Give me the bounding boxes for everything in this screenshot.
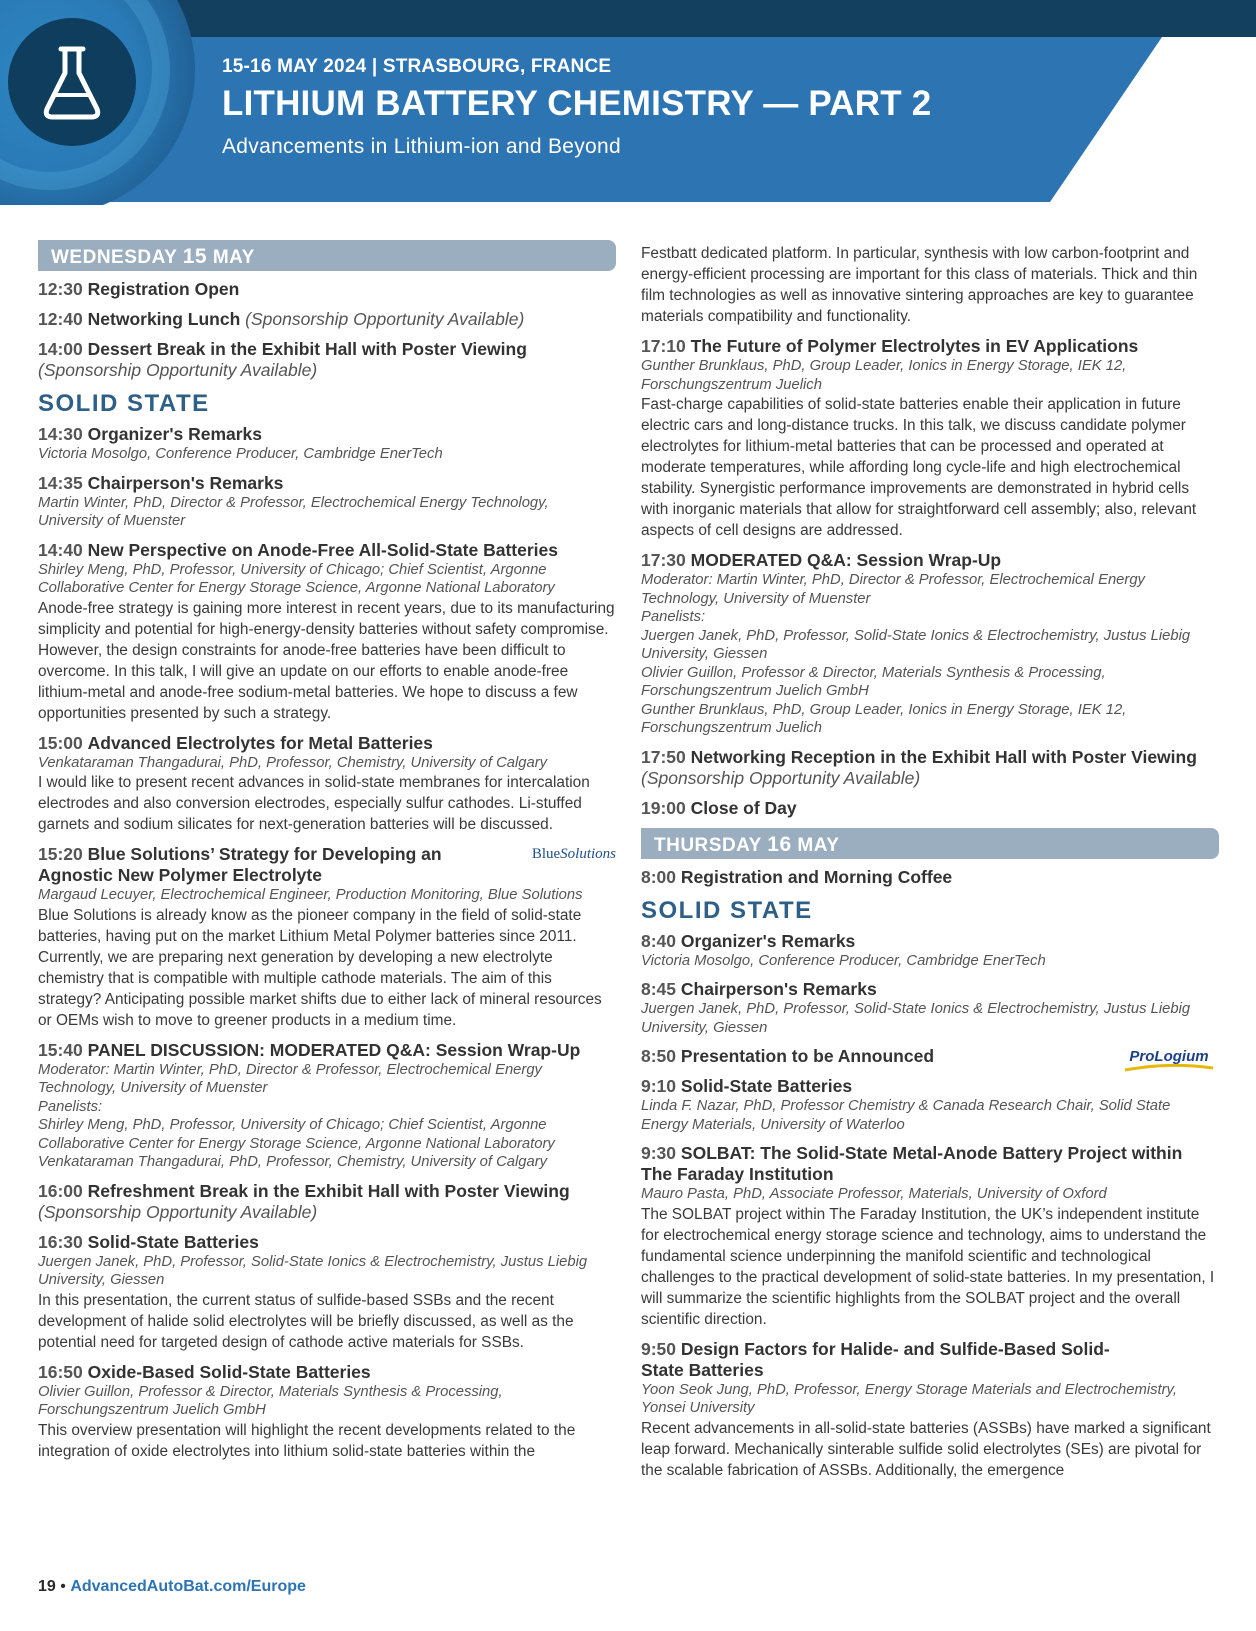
blue-solutions-logo: BlueSolutions — [531, 846, 616, 862]
session-item: 16:50 Oxide-Based Solid-State Batteries Olivier Guillon, Professor & Director, Materials Synthesis & Processing, Forschungszentrum Juelich GmbH This overview presentation will highlight the recent developments related to the integration of oxide electrolytes into lithium solid-state batteries within the — [38, 1362, 616, 1462]
speaker: Juergen Janek, PhD, Professor, Solid-State Ionics & Electrochemistry, Justus Liebig University, Giessen — [641, 1001, 1191, 1036]
session-item: 17:50 Networking Reception in the Exhibit Hall with Poster Viewing (Sponsorship Opportunity Available) — [641, 746, 1197, 788]
page-number: 19 — [38, 1578, 56, 1595]
session-item: 9:50 Design Factors for Halide- and Sulfide-Based Solid- State Batteries Yoon Seok Jung, PhD, Professor, Energy Storage Materials and Electrochemistry, Yonsei University Recent advancements in all-solid-state batteries (ASSBs) have marked a significant leap forward. Mechanically sinterable sulfide solid electrolytes (SEs) are pivotal for the scalable fabrication of ASSBs. Additionally, the emergence — [641, 1339, 1219, 1481]
speaker: Martin Winter, PhD, Director & Professor, Electrochemical Energy Technology, University of Muenster — [38, 494, 549, 529]
session-item: 8:45 Chairperson's Remarks Juergen Janek, PhD, Professor, Solid-State Ionics & Electrochemistry, Justus Liebig University, Giessen — [641, 979, 1219, 1037]
session-item: 17:10 The Future of Polymer Electrolytes in EV Applications Gunther Brunklaus, PhD, Group Leader, Ionics in Energy Storage, IEK 12, Forschungszentrum Juelich Fast-charge capabilities of solid-state batteries enable their application in future electric cars and long-distance trucks. In this talk, we discuss candidate polymer electrolytes for lithium-metal batteries that can be processed and operated at moderate temperatures, while affording long cycle-life and high electrochemical stability. Synergistic performance improvements are demonstrated in hybrid cells with inorganic materials that allow for straightforward cell assembly; also, relevant aspects of cell designs are addressed. — [641, 336, 1219, 541]
abstract: Fast-charge capabilities of solid-state batteries enable their application in future electric cars and long-distance trucks. In this talk, we discuss candidate polymer electrolytes for lithium-metal batteries that can be processed and operated at moderate temperatures, while affording long cycle-life and high electrochemical stability. Synergistic performance improvements are demonstrated in hybrid cells with inorganic materials that allow for straightforward cell assembly; also, relevant aspects of cell designs are addressed. — [641, 396, 1197, 539]
left-column — [38, 240, 616, 1471]
session-item: 15:00 Advanced Electrolytes for Metal Batteries Venkataraman Thangadurai, PhD, Professor, Chemistry, University of Calgary I would like to present recent advances in solid-state membranes for intercalation electrodes and also conversion electrodes, especially sulfur cathodes. Li-stuffed garnets and sodium silicates for next-generation batteries will be discussed. — [38, 733, 616, 836]
moderator: Moderator: Martin Winter, PhD, Director & Professor, Electrochemical Energy Technology, University of Muenster — [641, 572, 1145, 607]
flask-logo — [8, 18, 136, 146]
abstract: Recent advancements in all-solid-state batteries (ASSBs) have marked a significant leap forward. Mechanically sinterable sulfide solid electrolytes (SEs) are pivotal for the scalable fabrication of ASSBs. Additionally, the emergence — [641, 1419, 1211, 1479]
speaker: Olivier Guillon, Professor & Director, Materials Synthesis & Processing, Forschungszentrum Juelich GmbH — [38, 1383, 503, 1418]
session-item: 16:00 Refreshment Break in the Exhibit Hall with Poster Viewing (Sponsorship Opportunity Available) — [38, 1180, 570, 1222]
speaker: Juergen Janek, PhD, Professor, Solid-State Ionics & Electrochemistry, Justus Liebig University, Giessen — [38, 1253, 588, 1288]
panelist: Juergen Janek, PhD, Professor, Solid-State Ionics & Electrochemistry, Justus Liebig University, Giessen — [641, 627, 1191, 662]
section-heading: SOLID STATE — [641, 896, 813, 924]
page-header — [0, 0, 1256, 205]
speaker: Shirley Meng, PhD, Professor, University of Chicago; Chief Scientist, Argonne Collaborative Center for Energy Storage Science, Argonne National Laboratory — [38, 561, 555, 596]
session-item: 8:00 Registration and Morning Coffee — [641, 866, 953, 887]
abstract: I would like to present recent advances in solid-state membranes for intercalation electrodes and also conversion electrodes, especially sulfur cathodes. Li-stuffed garnets and sodium silicates for next-generation batteries will be discussed. — [38, 774, 590, 833]
abstract-continued: Festbatt dedicated platform. In particular, synthesis with low carbon-footprint and energy-efficient processing are important for this class of materials. Thick and thin film technologies as well as innovative sintering approaches are key to guarantee materials compatibility and functionality. — [641, 245, 1198, 325]
session-item: 17:30 MODERATED Q&A: Session Wrap-Up Moderator: Martin Winter, PhD, Director & Professor, Electrochemical Energy Technology, University of Muenster Panelists: Juergen Janek, PhD, Professor, Solid-State Ionics & Electrochemistry, Justus Liebig University, Giessen Olivier Guillon, Professor & Director, Materials Synthesis & Processing, Forschungszentrum Juelich GmbH Gunther Brunklaus, PhD, Group Leader, Ionics in Energy Storage, IEK 12, Forschungszentrum Juelich — [641, 550, 1219, 738]
day-bar-thursday: THURSDAY 16 MAY — [641, 828, 1219, 859]
speaker: Venkataraman Thangadurai, PhD, Professor, Chemistry, University of Calgary — [38, 754, 548, 771]
page-title: LITHIUM BATTERY CHEMISTRY — PART 2 — [222, 84, 932, 123]
panelist: Gunther Brunklaus, PhD, Group Leader, Ionics in Energy Storage, IEK 12, Forschungszentrum Juelich — [641, 701, 1127, 736]
speaker: Mauro Pasta, PhD, Associate Professor, Materials, University of Oxford — [641, 1186, 1107, 1202]
speaker: Victoria Mosolgo, Conference Producer, Cambridge EnerTech — [38, 446, 443, 462]
session-item: ProLogium 8:50 Presentation to be Announced — [641, 1046, 1219, 1067]
session-item: 12:30 Registration Open — [38, 279, 240, 299]
footer-separator: • — [60, 1578, 66, 1595]
speaker: Gunther Brunklaus, PhD, Group Leader, Ionics in Energy Storage, IEK 12, Forschungszentrum Juelich — [641, 358, 1127, 393]
speaker: Yoon Seok Jung, PhD, Professor, Energy Storage Materials and Electrochemistry, Yonsei University — [641, 1381, 1177, 1416]
session-item: 14:40 New Perspective on Anode-Free All-Solid-State Batteries Shirley Meng, PhD, Professor, University of Chicago; Chief Scientist, Argonne Collaborative Center for Energy Storage Science, Argonne National Laboratory Anode-free strategy is gaining more interest in recent years, due to its manufacturing simplicity and potential for high-energy-density batteries without safety compromise. However, the design constraints for anode-free batteries have been difficult to overcome. In this talk, I will give an update on our efforts to enable anode-free lithium-metal and anode-free sodium-metal batteries. We hope to discuss a few opportunities presented by such a strategy. — [38, 539, 615, 722]
abstract: Blue Solutions is already know as the pioneer company in the field of solid-state batteries, having put on the market Lithium Metal Polymer batteries since 2011. Currently, we are preparing next generation by developing a new electrolyte chemistry that is compatible with multiple cathode materials. The aim of this strategy? Anticipating possible market shifts due to either lack of mineral resources or OEMs wish to move to greener products in a medium time. — [38, 906, 602, 1029]
panelists-label: Panelists: — [641, 609, 706, 625]
session-item: 15:40 PANEL DISCUSSION: MODERATED Q&A: Session Wrap-Up Moderator: Martin Winter, PhD, Director & Professor, Electrochemical Energy Technology, University of Muenster Panelists: Shirley Meng, PhD, Professor, University of Chicago; Chief Scientist, Argonne Collaborative Center for Energy Storage Science, Argonne National Laboratory Venkataraman Thangadurai, PhD, Professor, Chemistry, University of Calgary — [38, 1040, 616, 1172]
right-column — [641, 243, 1219, 1490]
speaker: Victoria Mosolgo, Conference Producer, Cambridge EnerTech — [641, 952, 1046, 969]
panelist: Olivier Guillon, Professor & Director, Materials Synthesis & Processing, Forschungszentrum Juelich GmbH — [641, 664, 1106, 699]
session-item: 9:30 SOLBAT: The Solid-State Metal-Anode Battery Project within The Faraday Institution Mauro Pasta, PhD, Associate Professor, Materials, University of Oxford The SOLBAT project within The Faraday Institution, the UK’s independent institute for electrochemical energy storage science and technology, aims to understand the fundamental science underpinning the manifold scientific and technological challenges to the practical development of solid-state batteries. In my presentation, I will summarize the scientific highlights from the SOLBAT project and the overall scientific direction. — [641, 1143, 1219, 1330]
panelist: Venkataraman Thangadurai, PhD, Professor, Chemistry, University of Calgary — [38, 1154, 548, 1170]
moderator: Moderator: Martin Winter, PhD, Director & Professor, Electrochemical Energy Technology, University of Muenster — [38, 1061, 542, 1096]
session-item: 9:10 Solid-State Batteries Linda F. Nazar, PhD, Professor Chemistry & Canada Research Chair, Solid State Energy Materials, University of Waterloo — [641, 1076, 1219, 1134]
session-item: 16:30 Solid-State Batteries Juergen Janek, PhD, Professor, Solid-State Ionics & Electrochemistry, Justus Liebig University, Giessen In this presentation, the current status of sulfide-based SSBs and the recent development of halide solid electrolytes will be briefly discussed, as well as the potential need for targeted design of cathode active materials for SSBs. — [38, 1232, 616, 1353]
abstract: Anode-free strategy is gaining more interest in recent years, due to its manufacturing simplicity and potential for high-energy-density batteries without safety compromise. However, the design constraints for anode-free batteries have been difficult to overcome. In this talk, I will give an update on our efforts to enable anode-free lithium-metal and anode-free sodium-metal batteries. We hope to discuss a few opportunities presented by such a strategy. — [38, 599, 615, 722]
session-item: BlueSolutions 15:20 Blue Solutions’ Strategy for Developing an Agnostic New Polymer Electrolyte Margaud Lecuyer, Electrochemical Engineer, Production Monitoring, Blue Solutions Blue Solutions is already know as the pioneer company in the field of solid-state batteries, having put on the market Lithium Metal Polymer batteries since 2011. Currently, we are preparing next generation by developing a new electrolyte chemistry that is compatible with multiple cathode materials. The aim of this strategy? Anticipating possible market shifts due to either lack of mineral resources or OEMs wish to move to greener products in a medium time. — [38, 844, 616, 1029]
flask-icon — [39, 43, 105, 121]
footer-url-link[interactable]: AdvancedAutoBat.com/Europe — [70, 1578, 306, 1595]
panelists-label: Panelists: — [38, 1098, 103, 1115]
prologium-logo — [1121, 1044, 1217, 1074]
abstract: This overview presentation will highlight the recent developments related to the integration of oxide electrolytes into lithium solid-state batteries within the — [38, 1421, 576, 1460]
session-item: 12:40 Networking Lunch (Sponsorship Opportunity Available) — [38, 309, 525, 329]
abstract: The SOLBAT project within The Faraday Institution, the UK’s independent institute for electrochemical energy storage science and technology, aims to understand the fundamental science underpinning the manifold scientific and technological challenges to the practical development of solid-state batteries. In my presentation, I will summarize the scientific highlights from the SOLBAT project and the overall scientific direction. — [641, 1205, 1215, 1328]
session-item: 14:35 Chairperson's Remarks Martin Winter, PhD, Director & Professor, Electrochemical Energy Technology, University of Muenster — [38, 473, 616, 531]
session-item: 8:40 Organizer's Remarks Victoria Mosolgo, Conference Producer, Cambridge EnerTech — [641, 931, 1219, 971]
speaker: Margaud Lecuyer, Electrochemical Engineer, Production Monitoring, Blue Solutions — [38, 887, 583, 903]
svg-text:ProLogium: ProLogium — [1129, 1048, 1209, 1065]
page-subtitle: Advancements in Lithium-ion and Beyond — [222, 135, 621, 158]
abstract: In this presentation, the current status of sulfide-based SSBs and the recent development of halide solid electrolytes will be briefly discussed, as well as the potential need for targeted design of cathode active materials for SSBs. — [38, 1291, 574, 1351]
session-item: 14:30 Organizer's Remarks Victoria Mosolgo, Conference Producer, Cambridge EnerTech — [38, 424, 616, 464]
session-item: 19:00 Close of Day — [641, 797, 797, 818]
panelist: Shirley Meng, PhD, Professor, University of Chicago; Chief Scientist, Argonne Collaborative Center for Energy Storage Science, Argonne National Laboratory — [38, 1117, 555, 1152]
day-bar-wednesday: WEDNESDAY 15 MAY — [38, 240, 616, 271]
page-footer — [38, 1578, 306, 1596]
session-item: 14:00 Dessert Break in the Exhibit Hall with Poster Viewing (Sponsorship Opportunity Available) — [38, 339, 527, 380]
section-heading: SOLID STATE — [38, 390, 210, 417]
speaker: Linda F. Nazar, PhD, Professor Chemistry & Canada Research Chair, Solid State Energy Materials, University of Waterloo — [641, 1098, 1171, 1133]
event-date-location: 15-16 MAY 2024 | STRASBOURG, FRANCE — [222, 56, 612, 77]
